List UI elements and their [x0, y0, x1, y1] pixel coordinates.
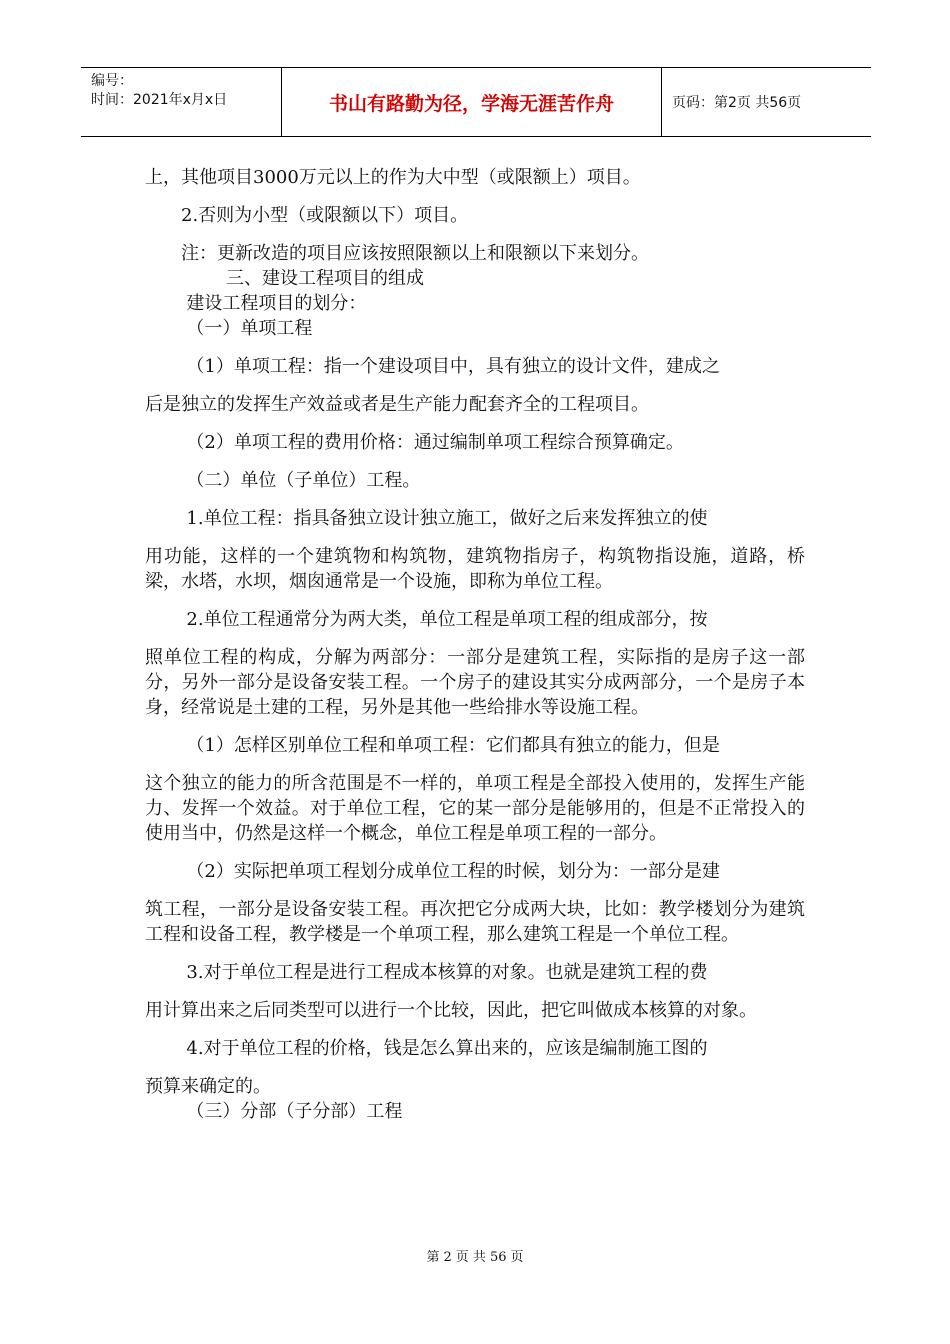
paragraph-gap [145, 531, 805, 544]
paragraph-gap [145, 947, 805, 960]
body-paragraph: 三、建设工程项目的组成 [226, 268, 424, 289]
body-paragraph: 3.对于单位工程是进行工程成本核算的对象。也就是建筑工程的费 [186, 962, 708, 983]
body-paragraph: （二）单位（子单位）工程。 [186, 470, 421, 491]
header-page-info: 页码：第2页 共56页 [672, 95, 802, 111]
page-header [81, 67, 871, 137]
paragraph-gap [145, 190, 805, 203]
body-paragraph: 上，其他项目3000万元以上的作为大中型（或限额上）项目。 [145, 167, 641, 188]
paragraph-gap [145, 228, 805, 241]
paragraph-gap [145, 632, 805, 645]
paragraph-gap [145, 1023, 805, 1036]
body-paragraph: 2.单位工程通常分为两大类，单位工程是单项工程的组成部分，按 [186, 609, 708, 630]
paragraph-gap [145, 1061, 805, 1074]
body-paragraph: 预算来确定的。 [145, 1076, 271, 1097]
body-paragraph: （一）单项工程 [186, 318, 313, 339]
body-paragraph: 4.对于单位工程的价格，钱是怎么算出来的，应该是编制施工图的 [186, 1038, 708, 1059]
body-paragraph: （1）单项工程：指一个建设项目中，具有独立的设计文件，建成之 [186, 356, 720, 377]
paragraph-gap [145, 341, 805, 354]
body-paragraph: （三）分部（子分部）工程 [186, 1101, 403, 1122]
body-paragraph: 后是独立的发挥生产效益或者是生产能力配套齐全的工程项目。 [145, 394, 649, 415]
document-number-label: 编号： [91, 73, 133, 89]
footer-suffix: 页 [510, 1250, 524, 1265]
header-motto: 书山有路勤为径，学海无涯苦作舟 [282, 68, 662, 136]
body-paragraph: （2）单项工程的费用价格：通过编制单项工程综合预算确定。 [186, 432, 684, 453]
document-date-label: 时间：2021年x月x日 [91, 92, 228, 108]
footer-mid: 页 共 [455, 1250, 486, 1265]
body-paragraph: 2.否则为小型（或限额以下）项目。 [181, 205, 469, 226]
document-body [145, 165, 805, 1124]
paragraph-gap [145, 884, 805, 897]
paragraph-gap [145, 846, 805, 859]
body-paragraph: 建设工程项目的划分： [186, 293, 367, 314]
paragraph-gap [145, 379, 805, 392]
header-meta [81, 68, 282, 136]
body-paragraph: 注：更新改造的项目应该按照限额以上和限额以下来划分。 [181, 243, 649, 264]
body-paragraph: 用功能，这样的一个建筑物和构筑物，建筑物指房子，构筑物指设施，道路，桥梁，水塔，水坝，烟囱通常是一个设施，即称为单位工程。 [145, 546, 805, 592]
body-paragraph: 这个独立的能力的所含范围是不一样的，单项工程是全部投入使用的，发挥生产能力、发挥一个效益。对于单位工程，它的某一部分是能够用的，但是不正常投入的使用当中，仍然是这样一个概念，单位工程是单项工程的一部分。 [145, 773, 805, 844]
paragraph-gap [145, 493, 805, 506]
body-paragraph: （2）实际把单项工程划分成单位工程的时候，划分为：一部分是建 [186, 861, 720, 882]
body-paragraph: 筑工程，一部分是设备安装工程。再次把它分成两大块，比如：教学楼划分为建筑工程和设备工程，教学楼是一个单项工程，那么建筑工程是一个单位工程。 [145, 899, 805, 945]
paragraph-gap [145, 758, 805, 771]
footer-page-number: 2 [443, 1250, 452, 1265]
footer-total-pages: 56 [489, 1250, 507, 1265]
paragraph-gap [145, 594, 805, 607]
body-paragraph: （1）怎样区别单位工程和单项工程：它们都具有独立的能力，但是 [186, 735, 720, 756]
body-paragraph: 1.单位工程：指具备独立设计独立施工，做好之后来发挥独立的使 [186, 508, 708, 529]
paragraph-gap [145, 455, 805, 468]
body-paragraph: 用计算出来之后同类型可以进行一个比较，因此，把它叫做成本核算的对象。 [145, 1000, 757, 1021]
paragraph-gap [145, 720, 805, 733]
paragraph-gap [145, 417, 805, 430]
page-footer [0, 1246, 950, 1265]
paragraph-gap [145, 985, 805, 998]
footer-prefix: 第 [426, 1250, 440, 1265]
body-paragraph: 照单位工程的构成，分解为两部分：一部分是建筑工程，实际指的是房子这一部分，另外一部分是设备安装工程。一个房子的建设其实分成两部分，一个是房子本身，经常说是土建的工程，另外是其他一些给排水等设施工程。 [145, 647, 805, 718]
